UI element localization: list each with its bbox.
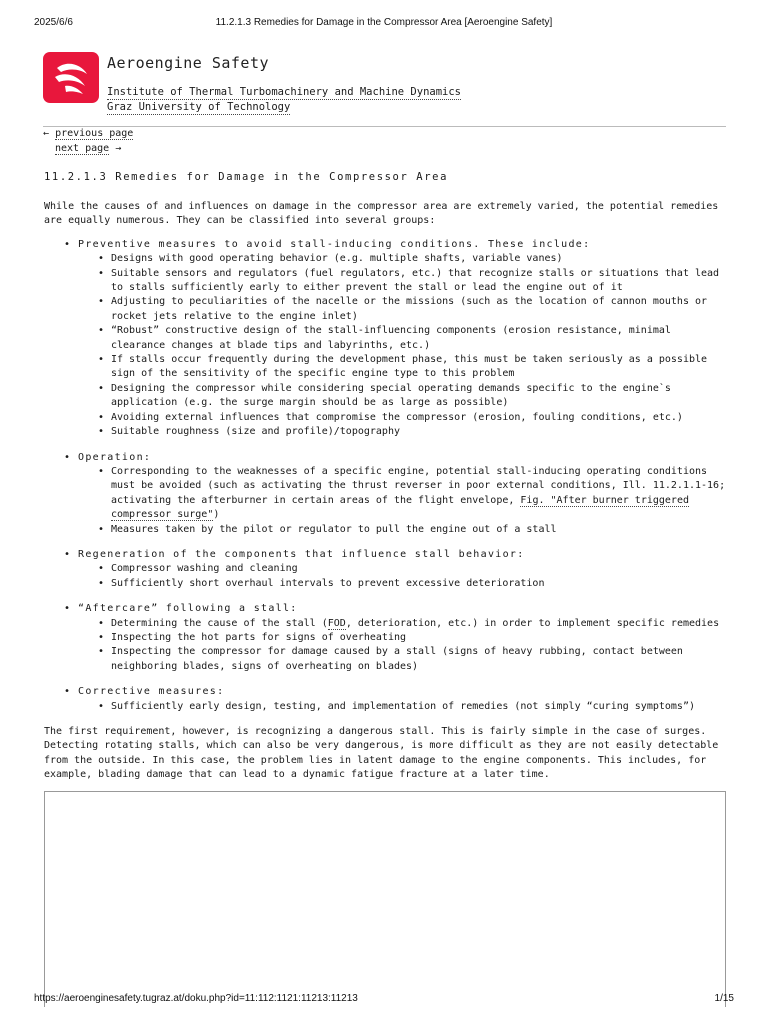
list-item: • Sufficiently short overhaul intervals to prevent excessive deterioration [78, 577, 728, 591]
list-item: • Avoiding external influences that compromise the compressor (erosion, fouling conditions, etc.) [78, 411, 728, 425]
group-aftercare [44, 602, 728, 674]
list-item: • Sufficiently early design, testing, and implementation of remedies (not simply “curing symptoms”) [78, 700, 728, 714]
section-heading: 11.2.1.3 Remedies for Damage in the Compressor Area [44, 171, 448, 183]
list-item: • Compressor washing and cleaning [78, 562, 728, 576]
item-text: Corresponding to the weaknesses of a specific engine, potential stall-inducing operating conditions must be avoided (such as activating the thrust reverser in poor external conditions, Ill. 11.2.1.1-16; activating the afterburner in certain areas of the flight envelope, [111, 465, 726, 506]
sub-list [78, 617, 728, 675]
fod-abbreviation[interactable]: FOD [327, 617, 346, 629]
sub-list [78, 700, 728, 714]
arrow-left-icon: ← [43, 128, 50, 139]
group-label: “Aftercare” following a stall: [78, 603, 298, 615]
list-item [78, 617, 728, 631]
sub-list [78, 252, 728, 439]
university-link[interactable]: Graz University of Technology [107, 101, 291, 113]
list-item: • Designing the compressor while considering special operating demands specific to the engine`s application (e.g. the surge margin should be as large as possible) [78, 382, 728, 411]
print-url: https://aeroenginesafety.tugraz.at/doku.php?id=11:112:1121:11213:11213 [34, 993, 358, 1004]
print-header [34, 17, 734, 31]
list-item: • Measures taken by the pilot or regulator to pull the engine out of a stall [78, 523, 728, 537]
institute-link[interactable]: Institute of Thermal Turbomachinery and Machine Dynamics [107, 86, 462, 98]
previous-page-link[interactable] [43, 128, 133, 139]
print-title: 11.2.1.3 Remedies for Damage in the Compressor Area [Aeroengine Safety] [215, 17, 553, 28]
list-item: • If stalls occur frequently during the development phase, this must be taken seriously as a possible sign of the sensitivity of the specific engine type to this problem [78, 353, 728, 382]
sub-list [78, 465, 728, 537]
item-text: Determining the cause of the stall ( [111, 617, 328, 629]
outro-paragraph: The first requirement, however, is recognizing a dangerous stall. This is fairly simple in the case of surges. Detecting rotating stalls, which can also be very dangerous, is more difficult as they are not easily detectable from the outside. In this case, the problem lies in latent damage to the engine components. This includes, for example, blading damage that can lead to a dynamic fatigue fracture at a later time. [44, 726, 719, 781]
header-divider [43, 126, 726, 127]
remedy-groups [44, 238, 728, 714]
page-number: 1/15 [714, 993, 734, 1004]
article-content [44, 170, 728, 783]
site-title[interactable]: Aeroengine Safety [107, 54, 270, 72]
arrow-right-icon: → [115, 143, 122, 154]
item-text-end: ) [213, 509, 220, 521]
site-logo-icon[interactable] [43, 52, 99, 103]
group-label: Preventive measures to avoid stall-inducing conditions. These include: [78, 238, 591, 250]
figure-frame [44, 791, 726, 1007]
list-item: • Inspecting the compressor for damage caused by a stall (signs of heavy rubbing, contact between neighboring blades, signs of overheating on blades) [78, 645, 728, 674]
next-page-label[interactable]: next page [55, 143, 110, 154]
previous-page-label[interactable]: previous page [55, 128, 134, 139]
sub-list [78, 562, 728, 591]
group-label: Operation: [78, 451, 152, 463]
intro-paragraph: While the causes of and influences on damage in the compressor area are extremely varied, the potential remedies are equally numerous. They can be classified into several groups: [44, 201, 719, 227]
item-text-end: , deterioration, etc.) in order to implement specific remedies [345, 617, 720, 629]
list-item: • Suitable sensors and regulators (fuel regulators, etc.) that recognize stalls or situations that lead to stalls sufficiently early to either prevent the stall or lead the engine out of it [78, 267, 728, 296]
group-operation [44, 451, 728, 537]
site-header [43, 52, 726, 124]
group-label: Corrective measures: [78, 686, 225, 698]
list-item [78, 465, 728, 523]
group-preventive [44, 238, 728, 440]
group-regeneration [44, 548, 728, 591]
list-item: • Suitable roughness (size and profile)/topography [78, 425, 728, 439]
print-date: 2025/6/6 [34, 17, 73, 28]
list-item: • Designs with good operating behavior (e.g. multiple shafts, variable vanes) [78, 252, 728, 266]
group-corrective [44, 685, 728, 714]
group-label: Regeneration of the components that influence stall behavior: [78, 548, 525, 560]
list-item: • “Robust” constructive design of the stall-influencing components (erosion resistance, minimal clearance changes at blade tips and labyrinths, etc.) [78, 324, 728, 353]
print-footer [34, 993, 734, 1007]
figure-link[interactable]: Fig. "After burner triggered compressor surge" [111, 494, 689, 521]
list-item: • Inspecting the hot parts for signs of overheating [78, 631, 728, 645]
next-page-link[interactable] [55, 143, 121, 154]
list-item: • Adjusting to peculiarities of the nacelle or the missions (such as the location of cannon mouths or rocket jets relative to the engine inlet) [78, 295, 728, 324]
